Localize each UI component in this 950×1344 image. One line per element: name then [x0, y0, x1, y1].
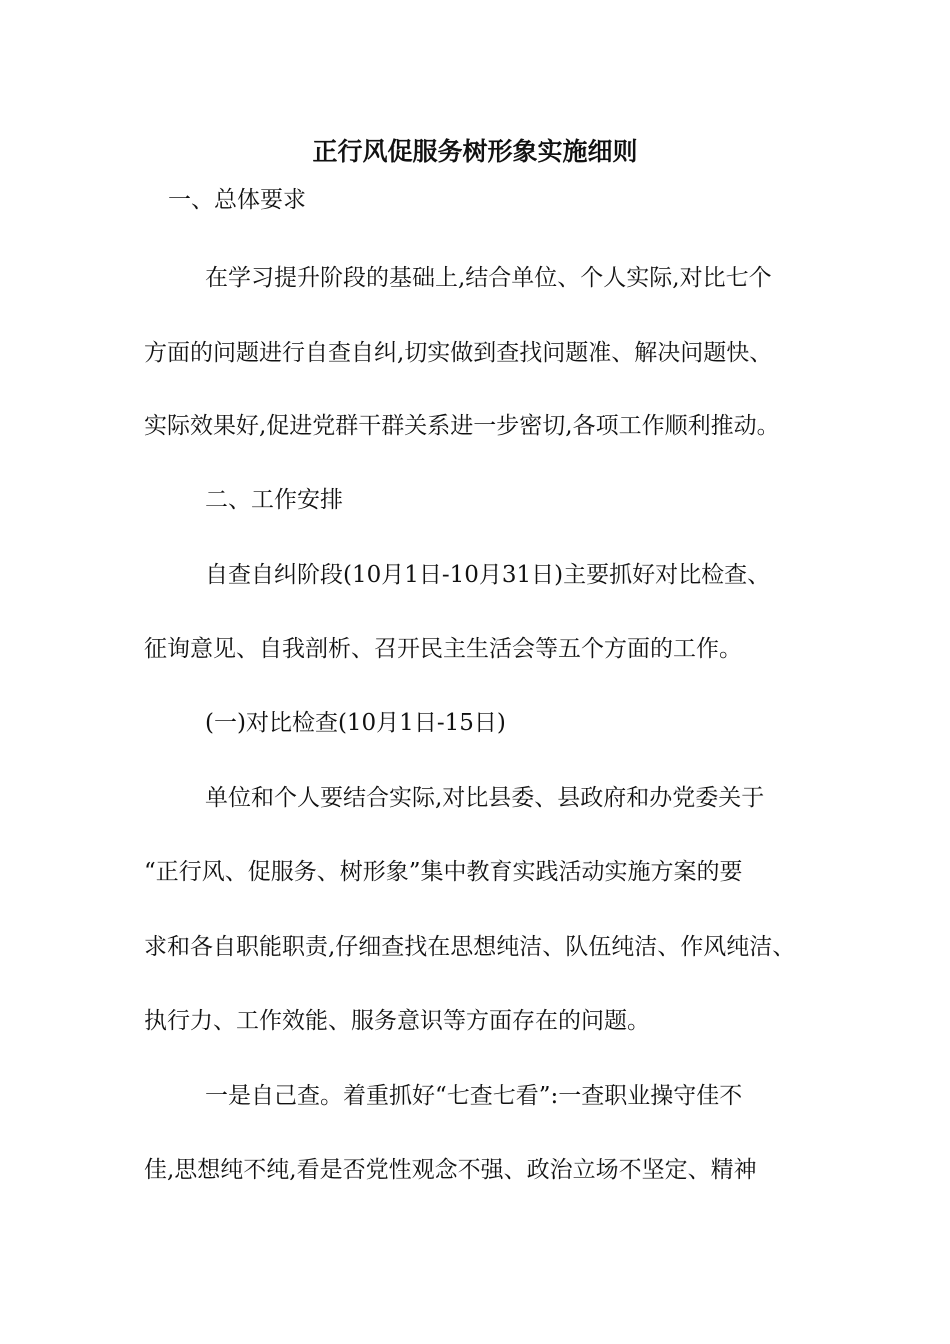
paragraph-line: 求和各自职能职责,仔细查找在思想纯洁、队伍纯洁、作风纯洁、	[144, 934, 796, 960]
paragraph-line: 征询意见、自我剖析、召开民主生活会等五个方面的工作。	[144, 636, 742, 662]
paragraph-line: 方面的问题进行自查自纠,切实做到查找问题准、解决问题快、	[144, 340, 773, 366]
subsection-heading-comparison-check: (一)对比检查(10月1日-15日)	[205, 710, 506, 736]
document-title: 正行风促服务树形象实施细则	[312, 137, 638, 166]
paragraph-line: 一是自己查。着重抓好“七查七看”:一查职业操守佳不	[205, 1083, 743, 1109]
paragraph-line: 实际效果好,促进党群干群关系进一步密切,各项工作顺利推动。	[144, 413, 780, 439]
paragraph-line: 执行力、工作效能、服务意识等方面存在的问题。	[144, 1008, 650, 1034]
paragraph-line: 在学习提升阶段的基础上,结合单位、个人实际,对比七个	[205, 265, 772, 291]
paragraph-line: 佳,思想纯不纯,看是否党性观念不强、政治立场不坚定、精神	[144, 1157, 757, 1183]
paragraph-line: 单位和个人要结合实际,对比县委、县政府和办党委关于	[205, 785, 765, 811]
section-heading-overall-requirements: 一、总体要求	[168, 187, 306, 213]
paragraph-line: “正行风、促服务、树形象”集中教育实践活动实施方案的要	[144, 859, 743, 885]
section-heading-work-arrangement: 二、工作安排	[205, 487, 343, 513]
paragraph-line: 自查自纠阶段(10月1日-10月31日)主要抓好对比检查、	[205, 562, 771, 588]
